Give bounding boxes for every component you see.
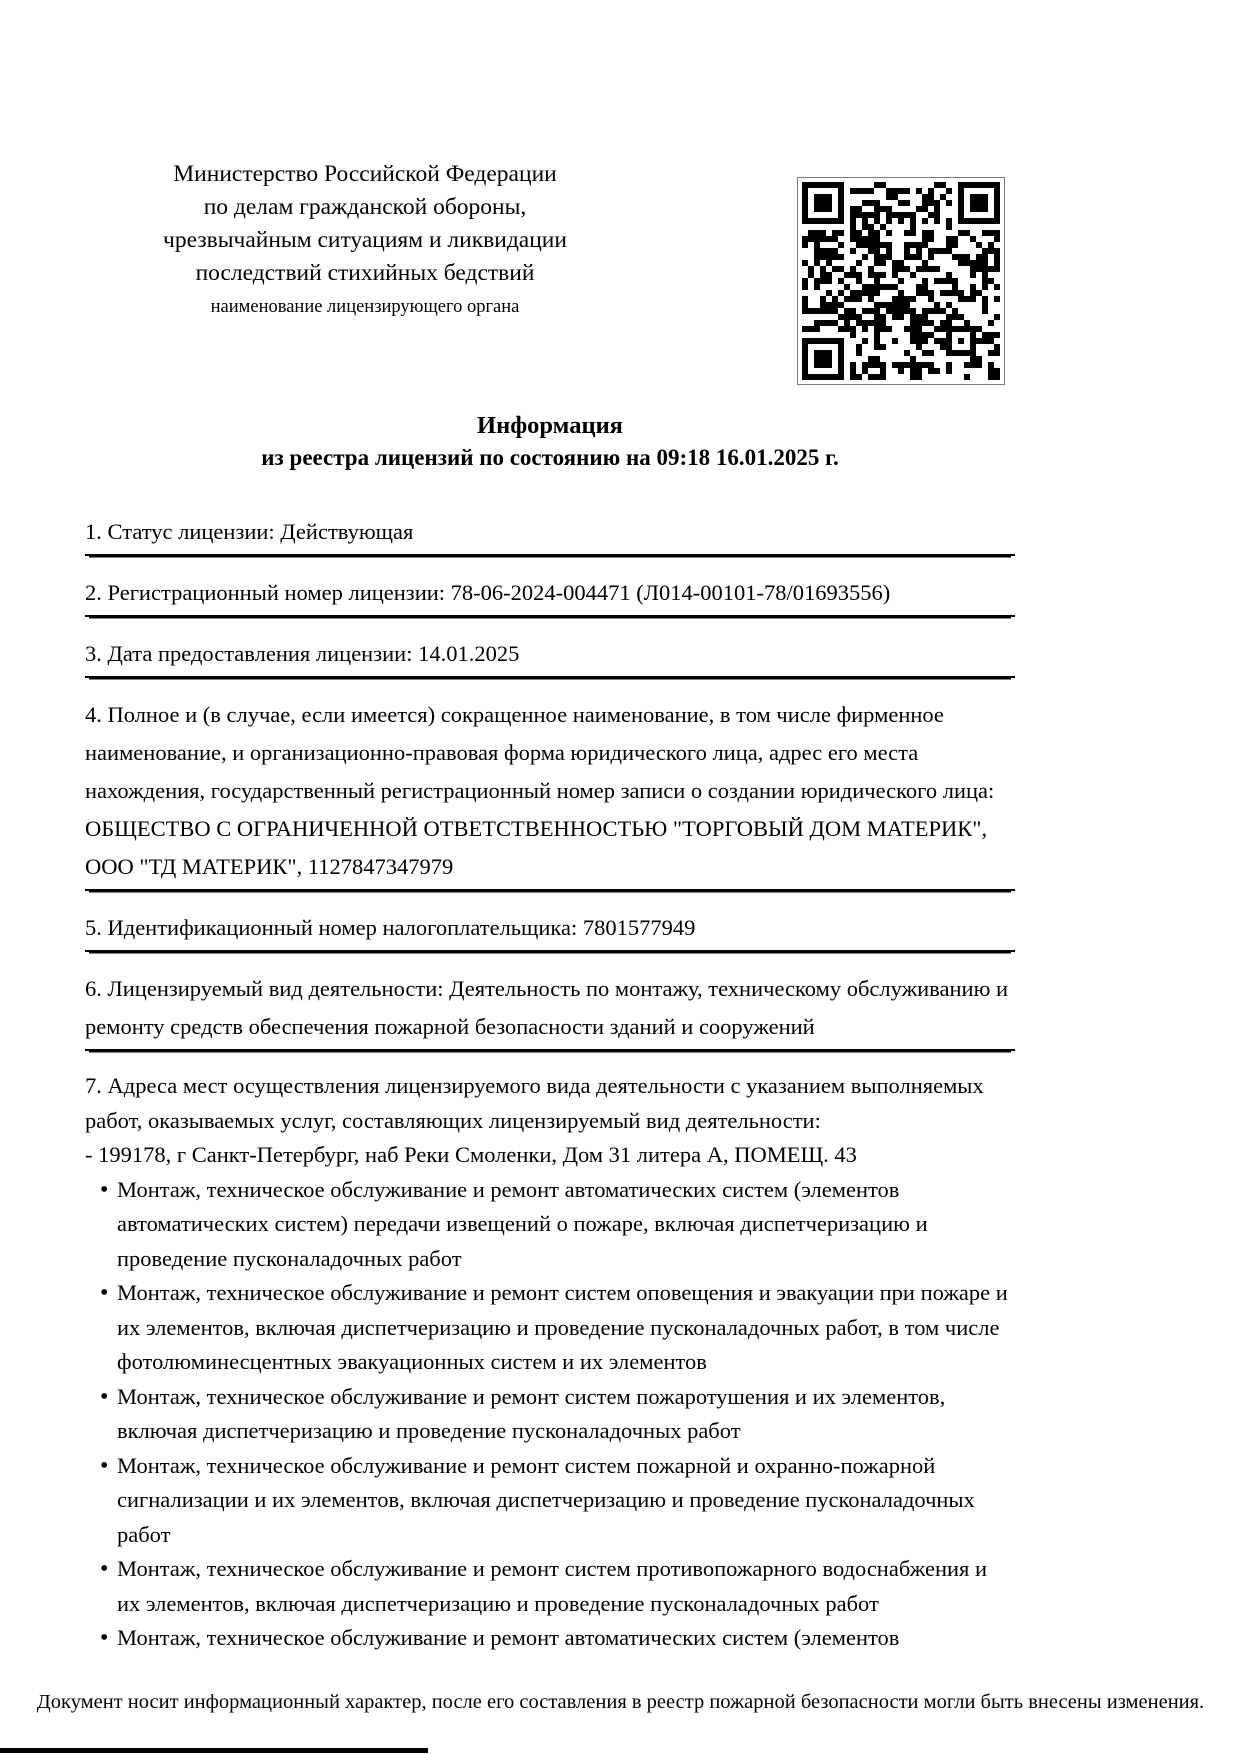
field-license-status: 1. Статус лицензии: Действующая xyxy=(85,513,1015,556)
licensing-authority-block xyxy=(110,158,620,318)
authority-line: чрезвычайным ситуациям и ликвидации xyxy=(163,227,567,253)
document-content xyxy=(85,158,1015,1656)
addresses-intro: 7. Адреса мест осуществления лицензируемого вида деятельности с указанием выполняемых работ, оказываемых услуг, составляющих лицензируемый вид деятельности: xyxy=(85,1073,984,1133)
license-fields xyxy=(85,513,1015,1051)
page-subtitle: из реестра лицензий по состоянию на 09:18 16.01.2025 г. xyxy=(261,445,839,470)
authority-line: по делам гражданской обороны, xyxy=(203,194,527,220)
document-title-block xyxy=(85,410,1015,474)
work-item: • Монтаж, техническое обслуживание и ремонт систем противопожарного водоснабжения и их элементов, включая диспетчеризацию и проведение пусконаладочных работ xyxy=(117,1552,1015,1621)
work-item: • Монтаж, техническое обслуживание и ремонт систем пожарной и охранно-пожарной сигнализации и их элементов, включая диспетчеризацию и проведение пусконаладочных работ xyxy=(117,1449,1015,1553)
disclaimer-note: Документ носит информационный характер, после его составления в реестр пожарной безопасности могли быть внесены изменения. xyxy=(36,1691,1205,1713)
work-item: • Монтаж, техническое обслуживание и ремонт систем пожаротушения и их элементов, включая диспетчеризацию и проведение пусконаладочных работ xyxy=(117,1380,1015,1449)
work-item: • Монтаж, техническое обслуживание и ремонт автоматических систем (элементов автоматических систем) передачи извещений о пожаре, включая диспетчеризацию и проведение пусконаладочных работ xyxy=(117,1173,1015,1277)
authority-caption: наименование лицензирующего органа xyxy=(210,297,520,317)
work-item: • Монтаж, техническое обслуживание и ремонт автоматических систем (элементов xyxy=(117,1621,1015,1656)
address-line: - 199178, г Санкт-Петербург, наб Реки Смоленки, Дом 31 литера А, ПОМЕЩ. 43 xyxy=(85,1142,857,1167)
bottom-rule xyxy=(0,1748,428,1753)
works-list xyxy=(85,1173,1015,1656)
field-grant-date: 3. Дата предоставления лицензии: 14.01.2025 xyxy=(85,635,1015,678)
field-registration-number: 2. Регистрационный номер лицензии: 78-06-2024-004471 (Л014-00101-78/01693556) xyxy=(85,574,1015,617)
field-taxpayer-id: 5. Идентификационный номер налогоплательщика: 7801577949 xyxy=(85,909,1015,952)
addresses-section xyxy=(85,1069,1015,1656)
field-licensed-activity: 6. Лицензируемый вид деятельности: Деятельность по монтажу, техническому обслуживанию и ремонту средств обеспечения пожарной безопасности зданий и сооружений xyxy=(85,970,1015,1051)
field-legal-entity-name: 4. Полное и (в случае, если имеется) сокращенное наименование, в том числе фирменное наименование, и организационно-правовая форма юридического лица, адрес его места нахождения, государственный регистрационный номер записи о создании юридического лица: ОБЩЕСТВО С ОГРАНИЧЕННОЙ ОТВЕТСТВЕННОСТЬЮ "ТОРГОВЫЙ ДОМ МАТЕРИК", ООО "ТД МАТЕРИК", 1127847347979 xyxy=(85,696,1015,891)
authority-line: Министерство Российской Федерации xyxy=(173,161,557,187)
authority-line: последствий стихийных бедствий xyxy=(195,260,535,286)
work-item: • Монтаж, техническое обслуживание и ремонт систем оповещения и эвакуации при пожаре и их элементов, включая диспетчеризацию и проведение пусконаладочных работ, в том числе фотолюминесцентных эвакуационных систем и их элементов xyxy=(117,1276,1015,1380)
page-title: Информация xyxy=(477,412,623,439)
